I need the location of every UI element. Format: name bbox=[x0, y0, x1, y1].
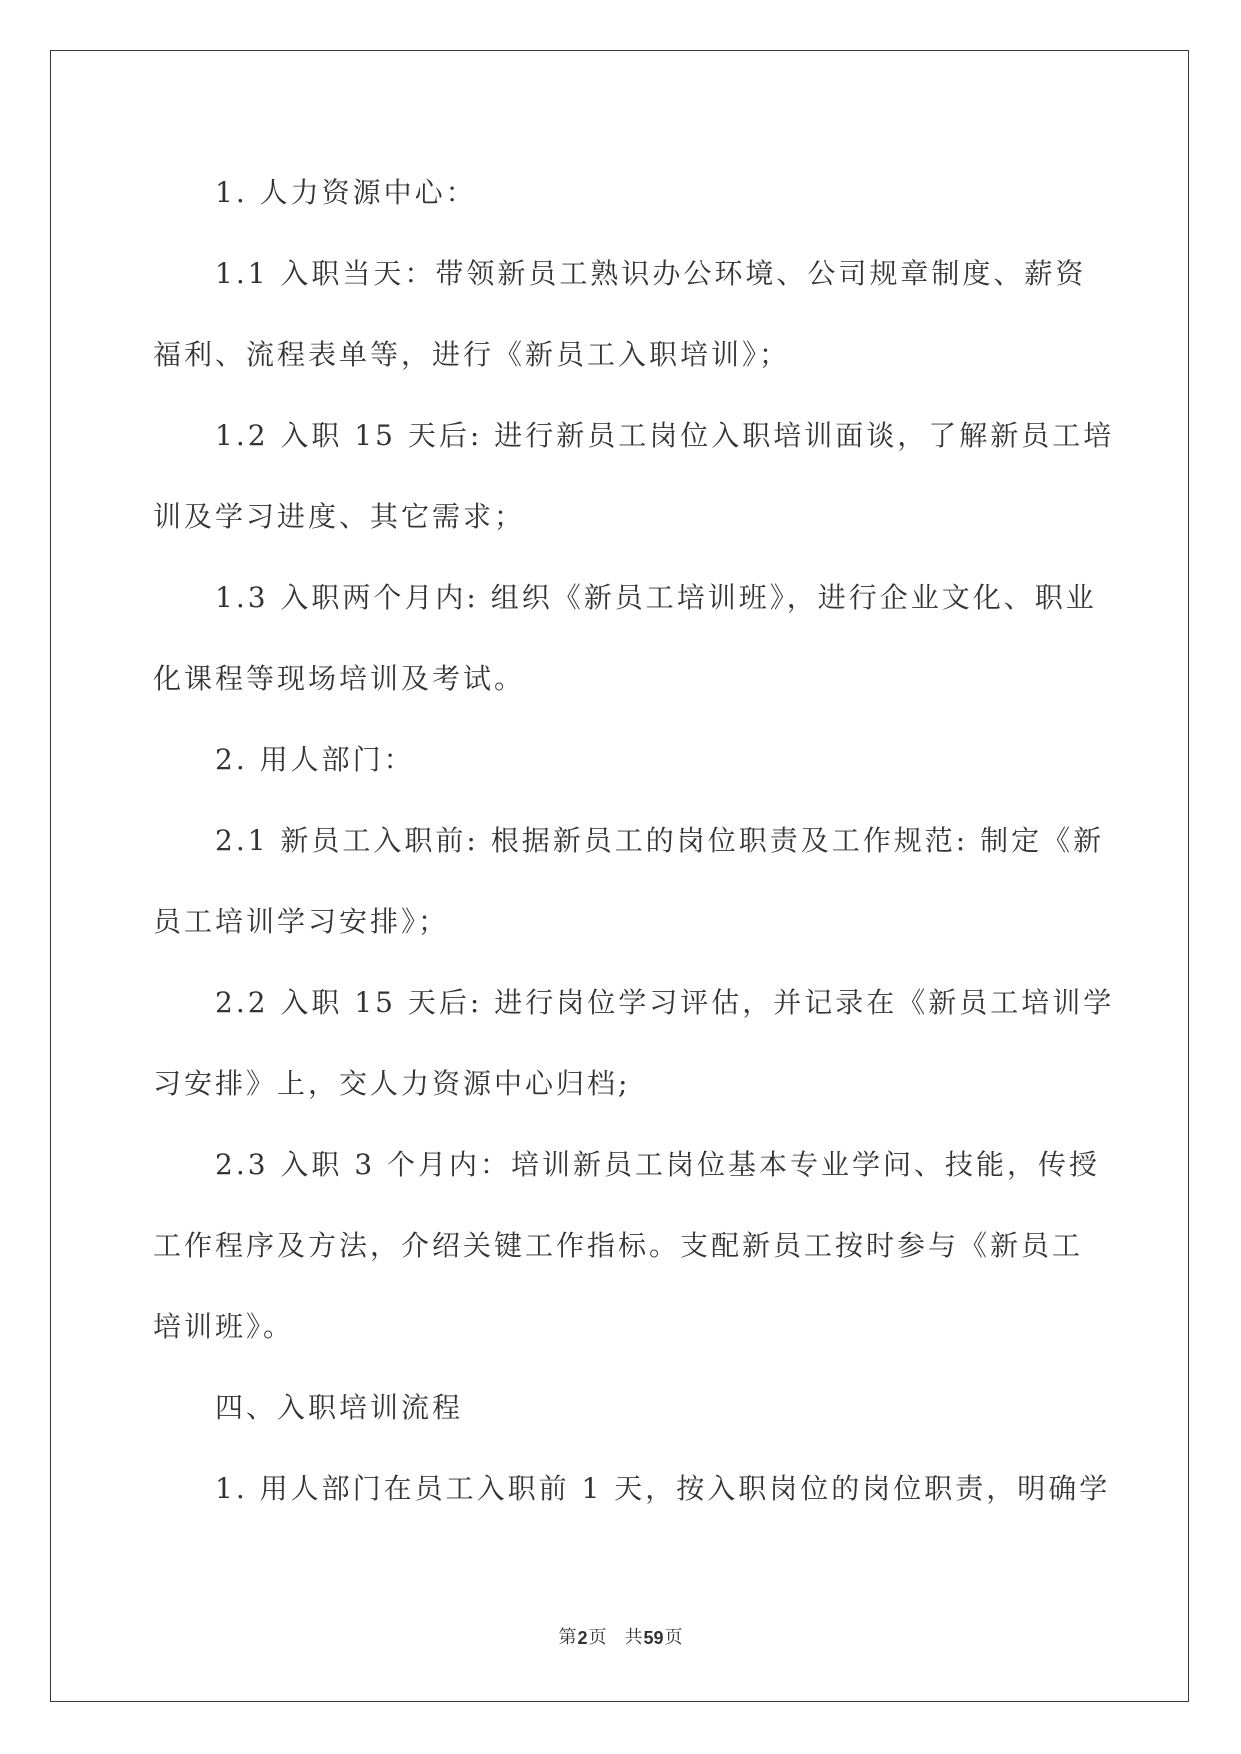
current-page-number: 2 bbox=[577, 1628, 588, 1648]
paragraph-1-3-within-two-months bbox=[153, 557, 1163, 719]
paragraph-2-hiring-department-heading bbox=[153, 719, 1163, 800]
paragraph-line: 习安排》上，交人力资源中心归档; bbox=[153, 1067, 631, 1100]
paragraph-line: 员工培训学习安排》； bbox=[153, 905, 450, 938]
total-label-suffix: 页 bbox=[664, 1627, 683, 1648]
page-label-prefix: 第 bbox=[558, 1627, 577, 1648]
paragraph-1-1-onboarding-day bbox=[153, 233, 1163, 395]
paragraph-line: 福利、流程表单等，进行《新员工入职培训》； bbox=[153, 338, 791, 371]
paragraph-2-1-before-onboarding bbox=[153, 800, 1163, 962]
paragraph-line: 2.3 入职 3 个月内：培训新员工岗位基本专业学问、技能，传授 bbox=[215, 1148, 1101, 1181]
paragraph-line: 2.1 新员工入职前: 根据新员工的岗位职责及工作规范: 制定《新 bbox=[215, 824, 1105, 857]
current-page-group bbox=[558, 1625, 606, 1651]
document-body bbox=[153, 152, 1163, 1529]
paragraph-1-2-day-15 bbox=[153, 395, 1163, 557]
paragraph-line: 四、入职培训流程 bbox=[215, 1391, 464, 1424]
page-label-suffix: 页 bbox=[588, 1627, 607, 1648]
section-4-heading bbox=[153, 1367, 1163, 1448]
paragraph-line: 1. 用人部门在员工入职前 1 天，按入职岗位的岗位职责，明确学 bbox=[215, 1472, 1111, 1505]
paragraph-2-2-day-15 bbox=[153, 962, 1163, 1124]
paragraph-line: 训及学习进度、其它需求； bbox=[153, 500, 526, 533]
total-label-prefix: 共 bbox=[624, 1627, 643, 1648]
paragraph-1-hr-center-heading bbox=[153, 152, 1163, 233]
page-footer bbox=[0, 1625, 1241, 1651]
total-pages-number: 59 bbox=[643, 1628, 664, 1648]
paragraph-line: 1.1 入职当天：带领新员工熟识办公环境、公司规章制度、薪资 bbox=[215, 257, 1087, 290]
paragraph-line: 培训班》。 bbox=[153, 1310, 295, 1343]
paragraph-line: 2. 用人部门： bbox=[215, 743, 415, 776]
total-pages-group bbox=[624, 1625, 682, 1651]
paragraph-2-3-within-three-months bbox=[153, 1124, 1163, 1367]
paragraph-line: 1.3 入职两个月内: 组织《新员工培训班》，进行企业文化、职业 bbox=[215, 581, 1097, 614]
paragraph-line: 化课程等现场培训及考试。 bbox=[153, 662, 526, 695]
paragraph-line: 1. 人力资源中心： bbox=[215, 176, 477, 209]
paragraph-line: 2.2 入职 15 天后: 进行岗位学习评估，并记录在《新员工培训学 bbox=[215, 986, 1115, 1019]
paragraph-line: 工作程序及方法，介绍关键工作指标。支配新员工按时参与《新员工 bbox=[153, 1229, 1084, 1262]
paragraph-4-1-before-onboarding bbox=[153, 1448, 1163, 1529]
paragraph-line: 1.2 入职 15 天后: 进行新员工岗位入职培训面谈，了解新员工培 bbox=[215, 419, 1115, 452]
